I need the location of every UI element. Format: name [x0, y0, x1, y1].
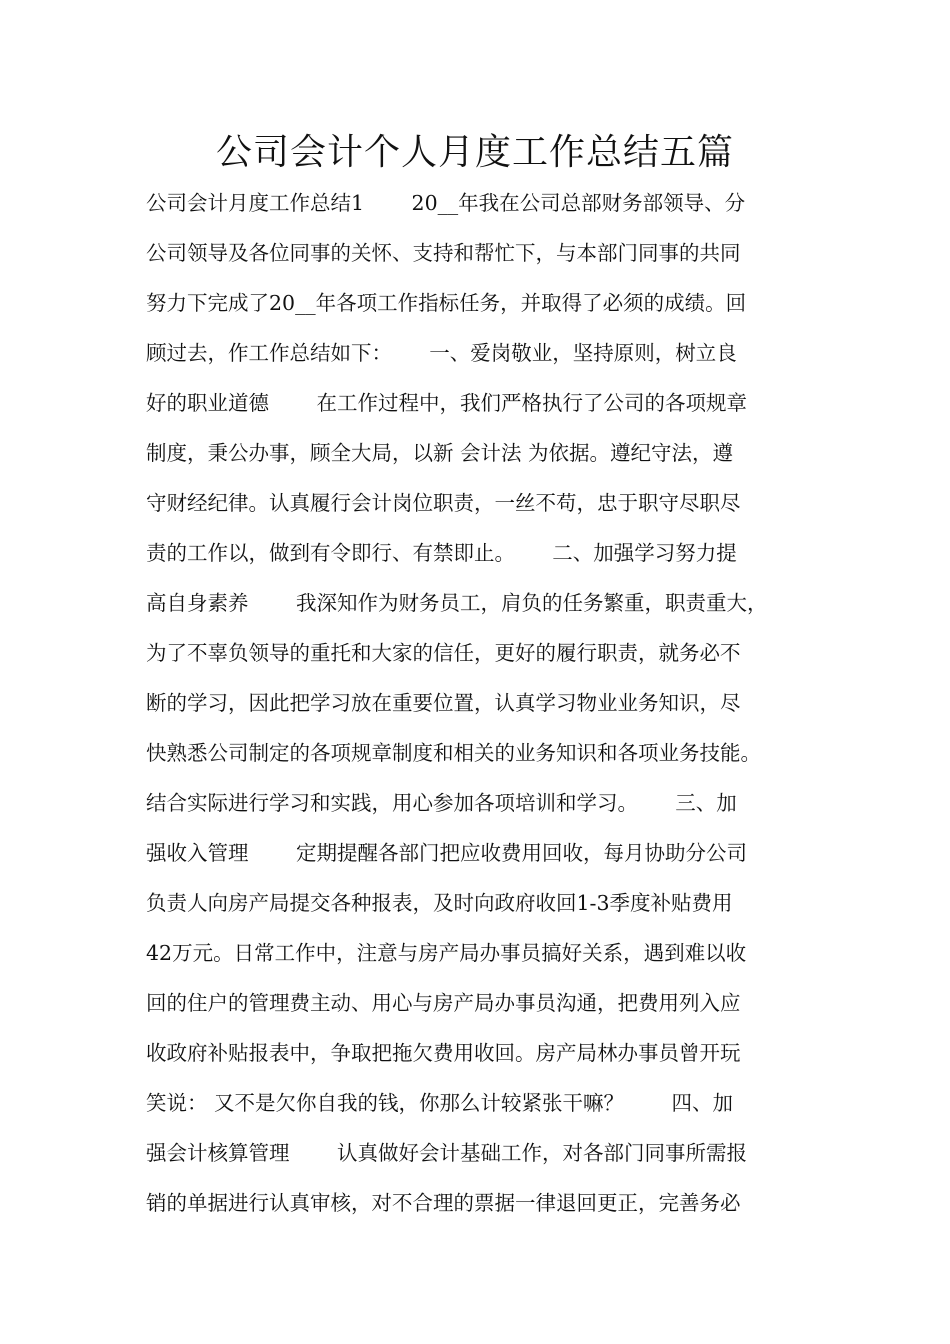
body-line: 顾过去，作工作总结如下： 一、爱岗敬业，坚持原则，树立良 — [146, 341, 737, 365]
body-line: 强会计核算管理 认真做好会计基础工作，对各部门同事所需报 — [146, 1141, 748, 1165]
body-line: 回的住户的管理费主动、用心与房产局办事员沟通，把费用列入应 — [146, 991, 741, 1015]
body-line: 42万元。日常工作中，注意与房产局办事员搞好关系，遇到难以收 — [146, 941, 747, 965]
body-line: 好的职业道德 在工作过程中，我们严格执行了公司的各项规章 — [146, 391, 748, 415]
body-line: 公司会计月度工作总结1 20__年我在公司总部财务部领导、分 — [146, 191, 746, 215]
document-title: 公司会计个人月度工作总结五篇 — [215, 132, 734, 173]
body-line: 销的单据进行认真审核，对不合理的票据一律退回更正，完善务必 — [146, 1191, 741, 1215]
body-line: 强收入管理 定期提醒各部门把应收费用回收，每月协助分公司 — [146, 841, 748, 865]
body-line: 努力下完成了20__年各项工作指标任务，并取得了必须的成绩。回 — [146, 291, 747, 315]
body-line: 快熟悉公司制定的各项规章制度和相关的业务知识和各项业务技能。 — [146, 741, 761, 765]
body-line: 守财经纪律。认真履行会计岗位职责，一丝不苟，忠于职守尽职尽 — [146, 491, 741, 515]
body-line: 笑说： 又不是欠你自我的钱，你那么计较紧张干嘛？ 四、加 — [146, 1091, 734, 1115]
body-line: 制度，秉公办事，顾全大局，以新 会计法 为依据。遵纪守法，遵 — [146, 441, 734, 465]
body-line: 为了不辜负领导的重托和大家的信任，更好的履行职责，就务必不 — [146, 641, 741, 665]
body-line: 负责人向房产局提交各种报表，及时向政府收回1-3季度补贴费用 — [146, 891, 733, 915]
body-line: 高自身素养 我深知作为财务员工，肩负的任务繁重，职责重大， — [146, 591, 768, 615]
body-line: 收政府补贴报表中，争取把拖欠费用收回。房产局林办事员曾开玩 — [146, 1041, 741, 1065]
document-body — [146, 178, 826, 1228]
body-line: 结合实际进行学习和实践，用心参加各项培训和学习。 三、加 — [146, 791, 737, 815]
body-line: 断的学习，因此把学习放在重要位置，认真学习物业业务知识，尽 — [146, 691, 741, 715]
body-line: 公司领导及各位同事的关怀、支持和帮忙下，与本部门同事的共同 — [146, 241, 741, 265]
body-line: 责的工作以，做到有令即行、有禁即止。 二、加强学习努力提 — [146, 541, 737, 565]
